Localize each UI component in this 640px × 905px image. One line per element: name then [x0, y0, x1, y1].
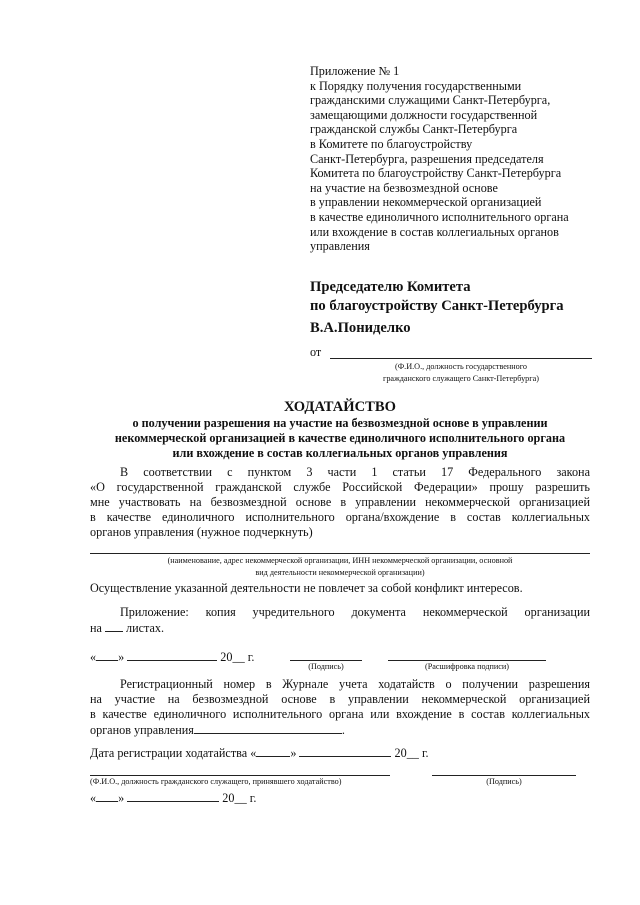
attachment-sheets [90, 620, 164, 636]
appendix-line: Комитета по благоустройству Санкт-Петербурга [310, 166, 562, 181]
sheets-suffix: листах. [126, 621, 165, 635]
paragraph-1-line: в качестве единоличного исполнительного органа/вхождение в состав коллегиальных [90, 510, 590, 524]
registration-dot: . [341, 723, 345, 737]
registration-last-line: органов управления [90, 723, 194, 737]
registration-number-row [90, 722, 345, 738]
paragraph-1-line: В соответствии с пунктом 3 части 1 статьи 17 Федерального закона [120, 465, 590, 479]
registration-line: в качестве единоличного исполнительного органа или вхождение в состав коллегиальных [90, 707, 590, 721]
appendix-line: на участие на безвозмездной основе [310, 180, 498, 195]
appendix-header [310, 64, 569, 254]
registration-date-label: Дата регистрации ходатайства « [90, 746, 257, 760]
applicant-date-row [90, 649, 254, 665]
paragraph-1-line: «О государственной гражданской службе Российской Федерации» прошу разрешить [90, 480, 590, 494]
appendix-line: в Комитете по благоустройству [310, 136, 473, 151]
accepter-month-field[interactable] [127, 790, 219, 802]
appendix-line: Санкт-Петербурга, разрешения председателя [310, 151, 544, 166]
accepter-caption: (Ф.И.О., должность гражданского служащего, принявшего ходатайство) [90, 777, 342, 786]
organization-field-line[interactable] [90, 553, 590, 554]
sheets-count-field[interactable] [105, 620, 123, 632]
registration-line: на участие на безвозмездной основе в управлении некоммерческой организацией [90, 692, 590, 706]
organization-caption-2: вид деятельности некоммерческой организации) [255, 568, 425, 577]
document-title: ХОДАТАЙСТВО [284, 399, 396, 415]
title-sub-1: о получении разрешения на участие на безвозмездной основе в управлении [132, 416, 548, 430]
date-open-quote: « [90, 791, 97, 805]
accepter-day-field[interactable] [96, 790, 118, 802]
addressee-line-2: по благоустройству Санкт-Петербурга [310, 298, 564, 314]
organization-caption-1: (наименование, адрес некоммерческой организации, ИНН некоммерческой организации, основной [167, 556, 513, 565]
date-open-quote: « [90, 650, 97, 664]
addressee-line-1: Председателю Комитета [310, 279, 471, 295]
title-sub-2: некоммерческой организацией в качестве единоличного исполнительного органа [114, 431, 566, 445]
addressee-name: В.А.Пониделко [310, 320, 411, 336]
date-close-quote: » [118, 791, 125, 805]
month-field[interactable] [127, 649, 217, 661]
registration-month-field[interactable] [299, 745, 391, 757]
appendix-line: управления [310, 239, 370, 254]
sheets-prefix: на [90, 621, 102, 635]
decoding-caption: (Расшифровка подписи) [424, 662, 510, 671]
from-label: от [310, 345, 322, 359]
appendix-line: замещающими должности государственной [310, 107, 538, 122]
accepter-date-row [90, 790, 256, 806]
registration-line: Регистрационный номер в Журнале учета ходатайств о получении разрешения [120, 677, 590, 691]
year-field: 20__ г. [220, 650, 255, 664]
registration-year: 20__ г. [394, 746, 429, 760]
appendix-line: Приложение № 1 [310, 64, 400, 78]
title-sub-3: или вхождение в состав коллегиальных органов управления [172, 446, 508, 460]
from-caption-2: гражданского служащего Санкт-Петербурга) [382, 374, 539, 383]
attachment-line: Приложение: копия учредительного документа некоммерческой организации [120, 605, 590, 619]
no-conflict-statement: Осуществление указанной деятельности не повлечет за собой конфликт интересов. [90, 581, 523, 595]
appendix-line: к Порядку получения государственными [310, 78, 522, 93]
paragraph-1-line: мне участвовать на безвозмездной основе в управлении некоммерческой организацией [90, 495, 590, 509]
registration-date-close: » [290, 746, 297, 760]
appendix-line: гражданскими служащими Санкт-Петербурга, [310, 93, 551, 108]
registration-date-row [90, 745, 429, 761]
accepter-year: 20__ г. [222, 791, 257, 805]
appendix-line: или вхождение в состав коллегиальных органов [310, 224, 559, 239]
appendix-line: в качестве единоличного исполнительного органа [310, 209, 569, 224]
date-close-quote: » [118, 650, 125, 664]
day-field[interactable] [96, 649, 118, 661]
appendix-line: гражданской службы Санкт-Петербурга [310, 122, 518, 137]
from-caption-1: (Ф.И.О., должность государственного [394, 362, 528, 371]
paragraph-1-line: органов управления (нужное подчеркнуть) [90, 525, 313, 539]
from-field-line[interactable] [330, 358, 592, 359]
appendix-line: в управлении некоммерческой организацией [310, 195, 542, 210]
registration-number-field[interactable] [194, 722, 342, 734]
registration-day-field[interactable] [256, 745, 290, 757]
signature-caption: (Подпись) [308, 662, 344, 671]
accepter-signature-caption: (Подпись) [486, 777, 522, 786]
